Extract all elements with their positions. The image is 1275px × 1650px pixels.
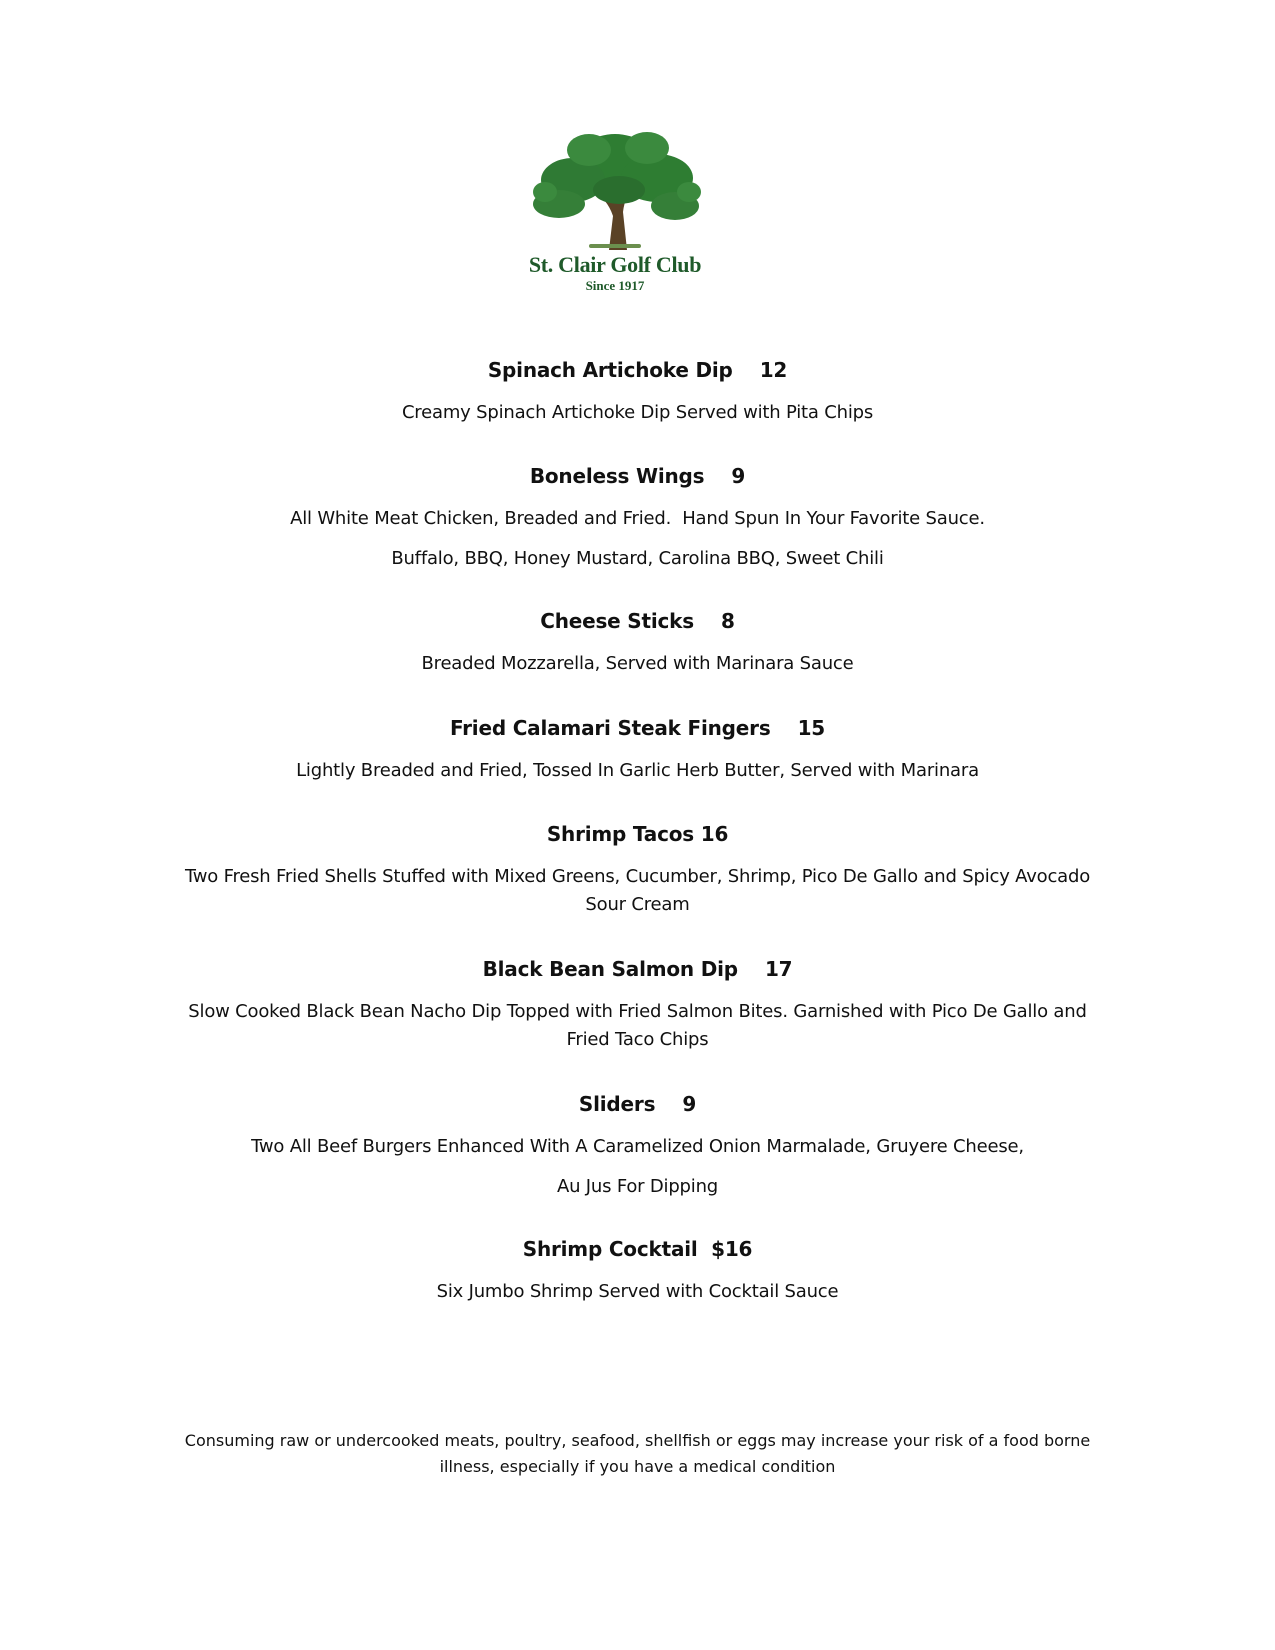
menu-item-description: Buffalo, BBQ, Honey Mustard, Carolina BBQ, Sweet Chili [391,548,884,569]
menu-item-title: Black Bean Salmon Dip 17 [482,957,793,981]
menu-item-description: Au Jus For Dipping [556,1176,719,1197]
menu-item-description: Two Fresh Fried Shells Stuffed with Mixed Greens, Cucumber, Shrimp, Pico De Gallo and Spicy Avocado Sour Cream [184,866,1091,915]
menu-item-description: Creamy Spinach Artichoke Dip Served with Pita Chips [401,402,874,423]
menu-item-title: Sliders 9 [578,1092,697,1116]
menu-item-description: Six Jumbo Shrimp Served with Cocktail Sauce [436,1281,839,1302]
menu-item-description: All White Meat Chicken, Breaded and Fried. Hand Spun In Your Favorite Sauce. [290,508,985,529]
menu-item-description: Two All Beef Burgers Enhanced With A Caramelized Onion Marmalade, Gruyere Cheese, [251,1136,1024,1157]
menu-item-title: Boneless Wings 9 [529,464,746,488]
club-since: Since 1917 [585,278,645,293]
menu-item-title: Cheese Sticks 8 [540,609,735,633]
oak-tree-icon [529,128,701,250]
club-name: St. Clair Golf Club [528,252,702,277]
menu-item-description: Slow Cooked Black Bean Nacho Dip Topped with Fried Salmon Bites. Garnished with Pico De Gallo and Fried Taco Chips [188,1001,1087,1050]
menu-item-description: Lightly Breaded and Fried, Tossed In Garlic Herb Butter, Served with Marinara [296,760,979,781]
menu-item-title: Shrimp Cocktail $16 [522,1237,753,1261]
food-safety-disclaimer: Consuming raw or undercooked meats, poultry, seafood, shellfish or eggs may increase your risk of a food borne illness, especially if you have a medical condition [184,1431,1091,1476]
menu-item-title: Spinach Artichoke Dip 12 [487,358,788,382]
club-logo [515,128,715,298]
menu-item-title: Fried Calamari Steak Fingers 15 [449,716,826,740]
menu-item-description: Breaded Mozzarella, Served with Marinara Sauce [421,653,854,674]
menu-item-title: Shrimp Tacos 16 [546,822,729,846]
